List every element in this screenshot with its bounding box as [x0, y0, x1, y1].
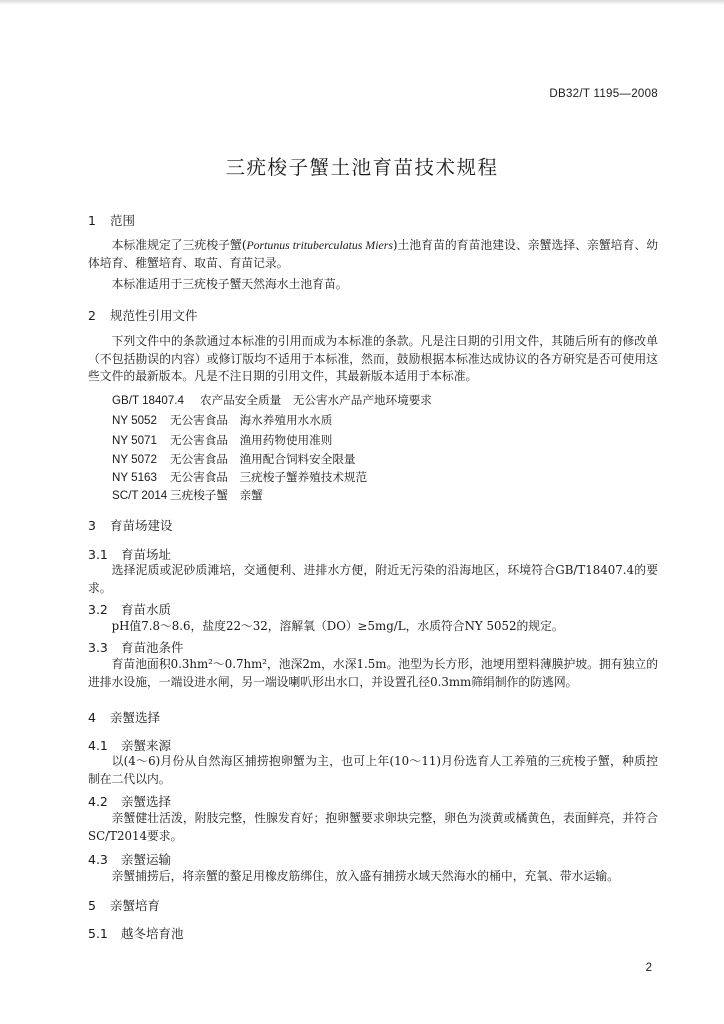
- subsection-heading: 5.1 越冬培育池: [88, 926, 184, 941]
- paragraph: 以(4～6)月份从自然海区捕捞抱卵蟹为主，也可上年(10～11)月份选育人工养殖的三疣梭子蟹，种质控制在二代以内。: [88, 754, 658, 786]
- paragraph: 亲蟹健壮活泼，附肢完整，性腺发育好；抱卵蟹要求卵块完整，卵色为淡黄或橘黄色，表面鲜亮，并符合SC/T2014要求。: [88, 811, 658, 843]
- section-3-heading: 3 育苗场建设: [88, 518, 173, 533]
- section-number: 1: [88, 213, 96, 228]
- section-2-heading: 2 规范性引用文件: [88, 308, 198, 323]
- subsection-heading: 3.3 育苗池条件: [88, 640, 184, 655]
- paragraph: 本标准规定了三疣梭子蟹(Portunus trituberculatus Miers)土池育苗的育苗池建设、亲蟹选择、亲蟹培育、幼体培育、稚蟹培育、取苗、育苗记录。: [88, 238, 658, 270]
- section-1-heading: [88, 211, 135, 229]
- paragraph: 本标准适用于三疣梭子蟹天然海水土池育苗。: [111, 277, 348, 291]
- document-title: 三疣梭子蟹土池育苗技术规程: [225, 156, 499, 179]
- reference-item: NY 5052 无公害食品 海水养殖用水水质: [112, 413, 333, 427]
- latin-name: Portunus trituberculatus Miers: [246, 238, 393, 252]
- page-number: 2: [645, 962, 652, 974]
- scan-edge: [0, 0, 724, 5]
- paragraph: 下列文件中的条款通过本标准的引用而成为本标准的条款。凡是注日期的引用文件，其随后所有的修改单（不包括勘误的内容）或修订版均不适用于本标准，然而，鼓励根据本标准达成协议的各方研究是否可使用这些文件的最新版本。凡是不注日期的引用文件，其最新版本适用于本标准。: [88, 334, 658, 383]
- subsection-heading: 3.1 育苗场址: [88, 547, 172, 562]
- reference-item: NY 5163 无公害食品 三疣梭子蟹养殖技术规范: [112, 470, 368, 484]
- subsection-heading: 4.1 亲蟹来源: [88, 738, 172, 753]
- standard-number: DB32/T 1195—2008: [549, 88, 658, 100]
- reference-item: SC/T 2014 三疣梭子蟹 亲蟹: [112, 488, 263, 502]
- section-title: 范围: [110, 213, 136, 228]
- subsection-heading: 4.2 亲蟹选择: [88, 794, 172, 809]
- subsection-heading: 4.3 亲蟹运输: [88, 852, 172, 867]
- reference-item: NY 5071 无公害食品 渔用药物使用准则: [112, 433, 333, 447]
- paragraph: 育苗池面积0.3hm²～0.7hm²，池深2m，水深1.5m。池型为长方形，池埂用塑料薄膜护坡。拥有独立的进排水设施，一端设进水闸，另一端设喇叭形出水口，并设置孔径0.3mm筛绢制作的防逃网。: [88, 657, 658, 689]
- paragraph: pH值7.8～8.6，盐度22～32，溶解氧（DO）≥5mg/L，水质符合NY 5052的规定。: [111, 619, 564, 633]
- paragraph: 亲蟹捕捞后，将亲蟹的螯足用橡皮筋绑住，放入盛有捕捞水域天然海水的桶中，充氧、带水运输。: [111, 869, 619, 883]
- reference-item: GB/T 18407.4 农产品安全质量 无公害水产品产地环境要求: [112, 393, 432, 407]
- subsection-heading: 3.2 育苗水质: [88, 602, 172, 617]
- section-4-heading: 4 亲蟹选择: [88, 710, 161, 725]
- reference-item: NY 5072 无公害食品 渔用配合饲料安全限量: [112, 452, 356, 466]
- section-5-heading: 5 亲蟹培育: [88, 898, 161, 913]
- paragraph: 选择泥质或泥砂质滩培，交通便利、进排水方便，附近无污染的沿海地区，环境符合GB/T18407.4的要求。: [88, 563, 658, 595]
